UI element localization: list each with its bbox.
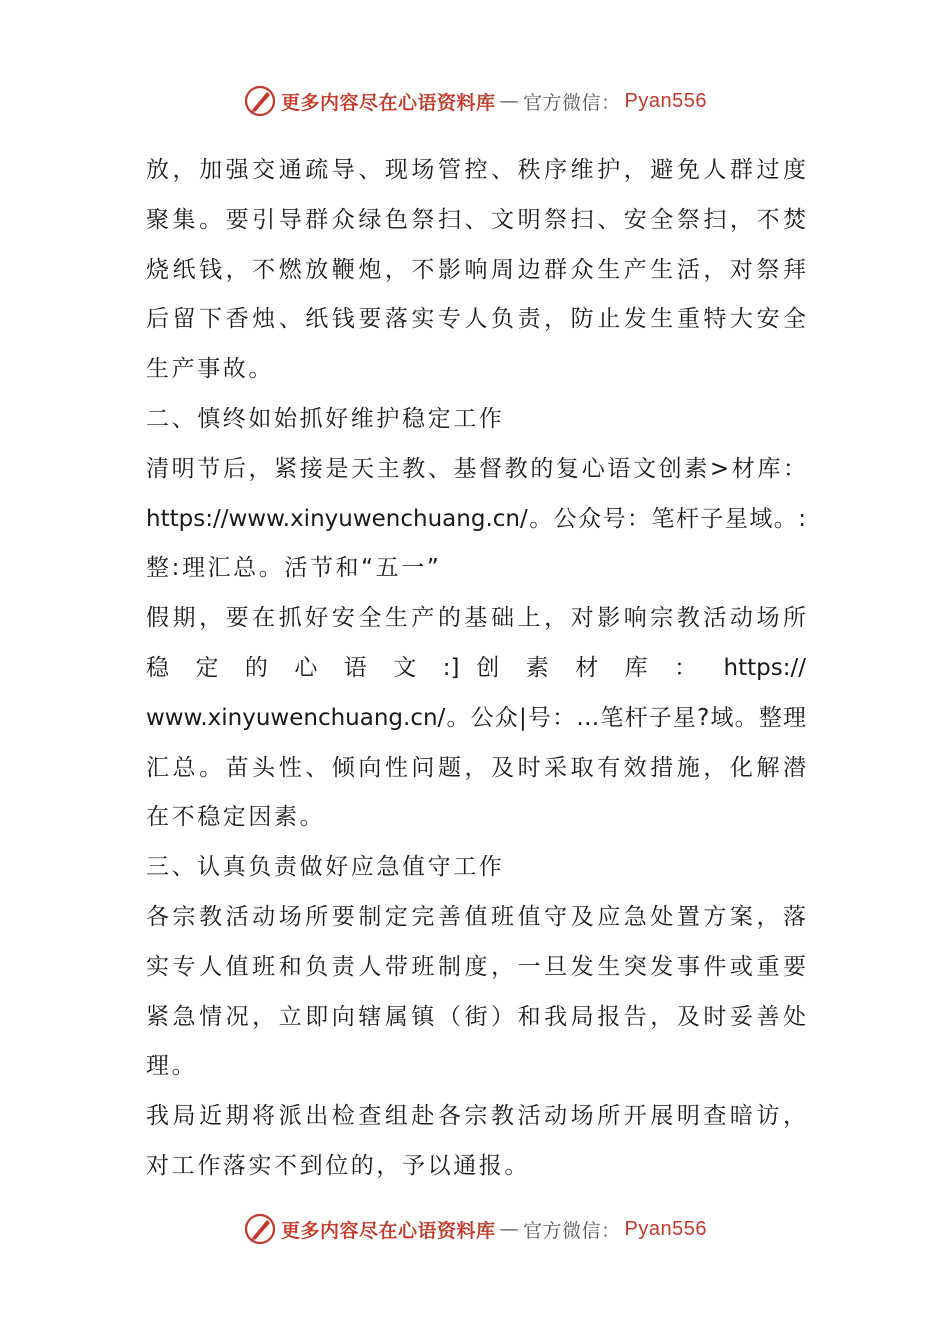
text-line: 理。	[146, 1053, 198, 1080]
watermark-wechat-id: Pyan556	[624, 89, 707, 112]
watermark-dash: —	[499, 90, 520, 112]
text-line: 实专人值班和负责人带班制度，一旦发生突发事件或重要	[146, 953, 806, 980]
text-line: 聚集。要引导群众绿色祭扫、文明祭扫、安全祭扫，不焚	[146, 206, 806, 233]
text-line: 紧急情况，立即向辖属镇（街）和我局报告，及时妥善处	[146, 1003, 806, 1030]
section-heading: 二、慎终如始抓好维护稳定工作	[146, 405, 505, 432]
text-line: 假期，要在抓好安全生产的基础上，对影响宗教活动场所	[146, 605, 806, 632]
footer-watermark	[0, 1212, 950, 1246]
watermark-wechat-label: 官方微信：	[523, 91, 621, 114]
document-body	[146, 146, 806, 1192]
watermark-wechat-id: Pyan556	[624, 1217, 707, 1240]
text-line: 生产事故。	[146, 356, 274, 383]
text-line: 我局近期将派出检查组赴各宗教活动场所开展明查暗访，	[146, 1103, 806, 1130]
text-line: 整:理汇总。活节和“五一”	[146, 555, 442, 582]
watermark-wechat-label: 官方微信：	[523, 1219, 621, 1242]
text-line: 清明节后，紧接是天主教、基督教的复心语文创素>材库：	[146, 455, 806, 482]
watermark-dash: —	[499, 1218, 520, 1240]
text-line: 各宗教活动场所要制定完善值班值守及应急处置方案，落	[146, 903, 806, 930]
text-line: 汇总。苗头性、倾向性问题，及时采取有效措施，化解潜	[146, 754, 806, 781]
text-line: 对工作落实不到位的，予以通报。	[146, 1152, 530, 1179]
text-line: https://www.xinyuwenchuang.cn/。公众号：笔杆子星域。:	[146, 505, 806, 532]
text-line: 烧纸钱，不燃放鞭炮，不影响周边群众生产生活，对祭拜	[146, 256, 806, 283]
text-line: 在不稳定因素。	[146, 804, 326, 831]
watermark-title: 更多内容尽在心语资料库	[281, 1219, 496, 1242]
quill-pen-logo-icon	[243, 84, 277, 118]
watermark-title: 更多内容尽在心语资料库	[281, 91, 496, 114]
text-line: 稳 定 的 心 语 文 :] 创 素 材 库 ： https://	[146, 654, 806, 681]
text-line: 后留下香烛、纸钱要落实专人负责，防止发生重特大安全	[146, 306, 806, 333]
quill-pen-logo-icon	[243, 1212, 277, 1246]
section-heading: 三、认真负责做好应急值守工作	[146, 854, 505, 881]
header-watermark	[0, 84, 950, 118]
text-line: 放，加强交通疏导、现场管控、秩序维护，避免人群过度	[146, 157, 806, 183]
text-line: www.xinyuwenchuang.cn/。公众|号：…笔杆子星?域。整理	[146, 704, 806, 731]
